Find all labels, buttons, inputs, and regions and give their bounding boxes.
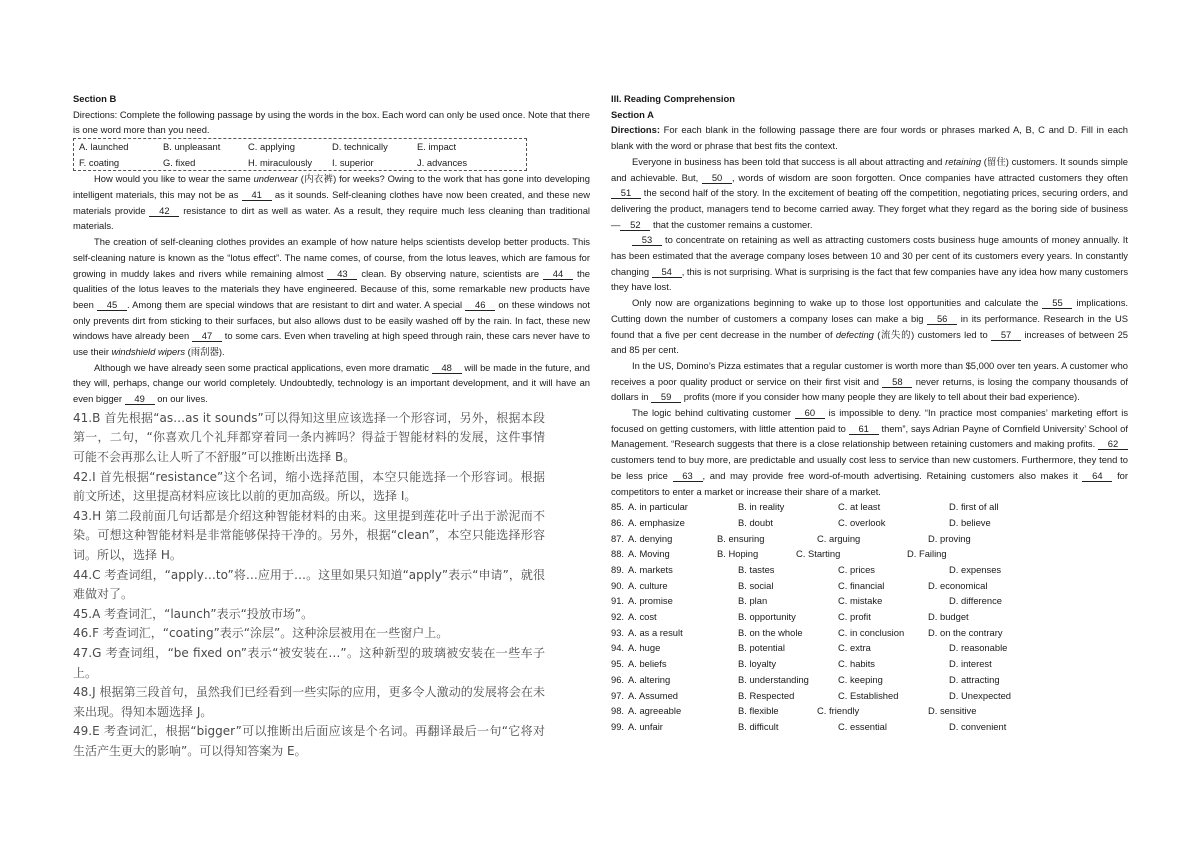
option-a: A. unfair — [628, 720, 663, 732]
passage-paragraph — [611, 405, 1128, 499]
option-a: A. agreeable — [628, 705, 682, 717]
passage-paragraph — [611, 358, 1128, 405]
answer-explanation: 48.J 根据第三段首句，虽然我们已经看到一些实际的应用，更多令人激动的发展将会在未来出现。得知本题选择 J。 — [73, 685, 545, 719]
option-a: A. culture — [628, 579, 668, 591]
option-a: A. Assumed — [628, 689, 679, 701]
option-row — [611, 546, 1128, 562]
passage-text: , this is not surprising. What is surprising is the fact that few companies have any idea how many customers they have lost. — [611, 265, 1129, 293]
passage-paragraph — [73, 234, 590, 360]
section-a-title: Section A — [611, 108, 654, 120]
option-d: D. Unexpected — [949, 689, 1012, 701]
option-d: D. Failing — [907, 548, 947, 560]
word-box-row — [74, 139, 526, 155]
option-b: B. Respected — [738, 689, 795, 701]
section-b-directions: Directions: Complete the following passage by using the words in the box. Each word can only be used once. Note that there is one word more than you need. — [73, 108, 590, 136]
option-c: C. keeping — [838, 673, 883, 685]
option-row — [611, 531, 1128, 547]
option-d: D. sensitive — [928, 705, 977, 717]
option-row — [611, 609, 1128, 625]
option-b: B. loyalty — [738, 658, 777, 670]
option-row — [611, 625, 1128, 641]
option-c: C. overlook — [838, 516, 886, 528]
option-b: B. in reality — [738, 501, 785, 513]
passage-text: as it sounds. Self-cleaning clothes have now been created, and these new materials provide — [73, 189, 590, 216]
option-row — [611, 578, 1128, 594]
passage-paragraph — [611, 295, 1128, 358]
word-option: H. miraculously — [248, 156, 313, 168]
blank-44: 44 — [543, 269, 573, 280]
blank-54: 54 — [652, 267, 682, 278]
passage-text: on these windows not only prevents dirt from sticking to their surfaces, but also allows dust to be easily washed off by the rain. In fact, these new windows have already been — [73, 298, 590, 342]
blank-56: 56 — [927, 314, 957, 325]
directions-label: Directions: — [611, 124, 660, 136]
option-row — [611, 640, 1128, 656]
word-option: I. superior — [332, 156, 374, 168]
question-number: 95. — [611, 658, 625, 670]
question-number: 85. — [611, 501, 625, 513]
answer-explanation: 46.F 考查词汇，“coating”表示“涂层”。这种涂层被用在一些窗户上。 — [73, 626, 449, 641]
option-list — [611, 499, 1128, 734]
blank-61: 61 — [849, 424, 879, 435]
option-b: B. Hoping — [717, 548, 759, 560]
option-b: B. understanding — [738, 673, 809, 685]
option-b: B. difficult — [738, 720, 779, 732]
word-option: G. fixed — [163, 156, 196, 168]
italic-term: underwear — [253, 173, 298, 185]
question-number: 98. — [611, 705, 625, 717]
answer-explanation: 44.C 考查词组，“apply…to”将…应用于…。这里如果只知道“apply”表示“申请”，就很难做对了。 — [73, 567, 545, 602]
option-b: B. plan — [738, 595, 768, 607]
answer-explanation: 41.B 首先根据“as…as it sounds”可以得知这里应该选择一个形容词，另外，根据本段第一，二句，“你喜欢几个礼拜都穿着同一条内裤吗？得益于智能材料的发展，这件事情可能不会再那么让人听了不舒服”可以推断出选择 B。 — [73, 410, 545, 465]
option-d: D. expenses — [949, 564, 1002, 576]
option-a: A. emphasize — [628, 516, 685, 528]
word-option: J. advances — [417, 156, 468, 168]
section-a-directions — [611, 122, 1128, 153]
blank-52: 52 — [620, 220, 650, 231]
passage-text: , and may provide free word-of-mouth advertising. Retaining customers also makes it — [702, 469, 1083, 481]
passage-text: The creation of self-cleaning clothes provides an example of how nature helps scientists develop better products. This self-cleaning nature is known as the “lotus effect”. The name comes, of course, from the lotus leaves, which are famous for growing in muddy lakes and rivers while remaining almost — [73, 236, 590, 279]
passage-text: Although we have already seen some practical applications, even more dramatic — [94, 361, 432, 373]
blank-45: 45 — [97, 300, 127, 311]
reading-passage — [611, 154, 1128, 499]
option-c: C. Established — [838, 689, 899, 701]
blank-43: 43 — [327, 269, 357, 280]
directions-text: For each blank in the following passage there are four words or phrases marked A, B, C and D. Fill in each blank with the word or phrase that best fits the context. — [611, 124, 1128, 152]
option-row — [611, 593, 1128, 609]
option-c: C. at least — [838, 501, 881, 513]
option-d: D. budget — [928, 611, 969, 623]
option-c: C. essential — [838, 720, 887, 732]
option-c: C. extra — [838, 642, 871, 654]
option-b: B. doubt — [738, 516, 773, 528]
question-number: 88. — [611, 548, 625, 560]
blank-42: 42 — [149, 206, 179, 217]
passage-text: clean. By observing nature, scientists are — [357, 267, 544, 279]
passage-paragraph — [73, 360, 590, 407]
question-number: 91. — [611, 595, 625, 607]
option-d: D. believe — [949, 516, 991, 528]
passage-text: . Among them are special windows that are resistant to dirt and water. A special — [126, 298, 466, 310]
option-a: A. denying — [628, 532, 673, 544]
blank-59: 59 — [651, 392, 681, 403]
option-a: A. altering — [628, 673, 671, 685]
italic-term: retaining — [945, 155, 982, 167]
word-box-row — [74, 155, 526, 171]
passage-paragraph — [611, 232, 1128, 295]
passage-text: In the US, Domino’s Pizza estimates that a regular customer is worth more than $5,000 over ten years. A customer who receives a poor quality product or service on their first visit and — [611, 359, 1128, 387]
word-option: C. applying — [248, 141, 295, 153]
option-d: D. economical — [928, 579, 988, 591]
option-d: D. first of all — [949, 501, 999, 513]
italic-term: windshield wipers — [111, 346, 186, 358]
blank-55: 55 — [1042, 298, 1072, 309]
answer-explanation: 42.I 首先根据“resistance”这个名词，缩小选择范围，本空只能选择一个形容词。根据前文所述，这里提高材料应该比以前的更加高级。所以，选择 I。 — [73, 469, 545, 504]
question-number: 87. — [611, 532, 625, 544]
option-row — [611, 703, 1128, 719]
blank-48: 48 — [432, 363, 462, 374]
passage-text: is impossible to deny. “In practice most companies’ marketing effort is focused on getting customers, with little attention paid to — [611, 407, 1129, 434]
passage-text: Only now are organizations beginning to wake up to those lost opportunities and calculate the — [632, 297, 1043, 309]
blank-58: 58 — [882, 377, 912, 388]
passage-text: (内衣裤) for weeks? Owing to the work that has gone into developing intelligent materials, this may not be as — [73, 173, 590, 200]
option-row — [611, 688, 1128, 704]
passage-paragraph — [73, 171, 590, 234]
blank-60: 60 — [795, 408, 825, 419]
question-number: 93. — [611, 626, 625, 638]
blank-49: 49 — [125, 394, 155, 405]
passage-text: to some cars. Even when traveling at high speed through rain, these cars never have to use their — [73, 330, 590, 358]
blank-64: 64 — [1082, 471, 1112, 482]
option-b: B. on the whole — [738, 626, 803, 638]
option-b: B. opportunity — [738, 611, 796, 623]
blank-41: 41 — [242, 190, 272, 201]
option-a: A. as a result — [628, 626, 683, 638]
passage-text: implications. Cutting down the number of customers a company loses can make a big — [611, 297, 1128, 324]
option-row — [611, 515, 1128, 531]
option-c: C. Starting — [796, 548, 841, 560]
section-b-title: Section B — [73, 93, 117, 104]
answer-explanation: 49.E 考查词汇，根据“bigger”可以推断出后面应该是个名词。再翻译最后一句“它将对生活产生更大的影响”。可以得知答案为 E。 — [73, 724, 545, 758]
option-c: C. prices — [838, 564, 875, 576]
passage-text: (流失的) customers led to — [873, 328, 992, 340]
passage-text: How would you like to wear the same — [94, 173, 254, 185]
left-column — [73, 91, 590, 762]
option-a: A. cost — [628, 611, 657, 623]
answer-explanations — [73, 409, 545, 762]
option-c: C. in conclusion — [838, 626, 905, 638]
option-d: D. attracting — [949, 673, 1000, 685]
part-title: III. Reading Comprehension — [611, 93, 735, 104]
passage-text: , words of wisdom are soon forgotten. Once companies have attracted customers they often — [732, 171, 1128, 183]
answer-explanation: 47.G 考查词组，“be fixed on”表示“被安装在…”。这种新型的玻璃被安装在一些车子上。 — [73, 645, 545, 680]
word-box — [73, 138, 527, 171]
blank-47: 47 — [192, 331, 222, 342]
passage-text: increases of between 25 and 85 per cent. — [611, 328, 1128, 356]
passage-text: never returns, is losing the company thousands of dollars in — [611, 375, 1128, 403]
question-number: 92. — [611, 611, 625, 623]
option-c: C. profit — [838, 611, 871, 623]
question-number: 89. — [611, 564, 625, 576]
option-row — [611, 672, 1128, 688]
option-d: D. on the contrary — [928, 626, 1003, 638]
option-row — [611, 562, 1128, 578]
word-option: E. impact — [417, 141, 457, 153]
passage-text: The logic behind cultivating customer — [632, 407, 795, 419]
passage-text: on our lives. — [154, 393, 208, 405]
option-a: A. promise — [628, 595, 673, 607]
word-option: B. unpleasant — [163, 141, 221, 153]
passage-text: resistance to dirt as well as water. As a result, they require much less cleaning than traditional materials. — [73, 204, 591, 232]
cloze-passage — [73, 171, 590, 407]
option-b: B. flexible — [738, 705, 779, 717]
word-option: D. technically — [332, 141, 388, 153]
option-d: D. difference — [949, 595, 1002, 607]
option-row — [611, 656, 1128, 672]
right-column — [611, 91, 1128, 735]
option-b: B. social — [738, 579, 774, 591]
blank-53: 53 — [632, 235, 662, 246]
option-row — [611, 499, 1128, 515]
question-number: 96. — [611, 673, 625, 685]
passage-paragraph — [611, 154, 1128, 233]
question-number: 86. — [611, 516, 625, 528]
blank-50: 50 — [702, 173, 732, 184]
question-number: 97. — [611, 689, 625, 701]
option-d: D. convenient — [949, 720, 1007, 732]
option-a: A. beliefs — [628, 658, 667, 670]
question-number: 90. — [611, 579, 625, 591]
option-c: C. mistake — [838, 595, 883, 607]
blank-63: 63 — [673, 471, 703, 482]
italic-term: defecting — [835, 328, 874, 340]
blank-46: 46 — [465, 300, 495, 311]
passage-text: (雨刮器). — [185, 346, 225, 358]
blank-62: 62 — [1098, 439, 1128, 450]
option-c: C. habits — [838, 658, 875, 670]
option-a: A. Moving — [628, 548, 670, 560]
option-c: C. friendly — [817, 705, 860, 717]
question-number: 99. — [611, 720, 625, 732]
passage-text: that the customer remains a customer. — [650, 218, 813, 230]
answer-explanation: 45.A 考查词汇，“launch”表示“投放市场”。 — [73, 606, 314, 621]
option-c: C. financial — [838, 579, 885, 591]
blank-57: 57 — [991, 330, 1021, 341]
question-number: 94. — [611, 642, 625, 654]
word-option: A. launched — [79, 141, 129, 153]
passage-text: the second half of the story. In the excitement of beating off the competition, negotiating prices, securing orders, and delivering the product, managers tend to become carried away. They forget what they regard as the boring side of business— — [611, 187, 1128, 230]
passage-text: for competitors to enter a market or increase their share of a market. — [611, 469, 1129, 497]
blank-51: 51 — [611, 188, 641, 199]
option-b: B. potential — [738, 642, 785, 654]
option-c: C. arguing — [817, 532, 861, 544]
option-d: D. reasonable — [949, 642, 1008, 654]
passage-text: Everyone in business has been told that success is all about attracting and — [632, 155, 946, 167]
passage-text: will be made in the future, and they will, perhaps, change our world completely. Undoubtedly, technology is an important development, and it will have an even bigger — [73, 361, 591, 405]
word-option: F. coating — [79, 156, 120, 168]
option-row — [611, 719, 1128, 735]
option-b: B. ensuring — [717, 532, 765, 544]
passage-text: (留住) customers. It sounds simple and achievable. But, — [611, 155, 1128, 183]
option-a: A. markets — [628, 564, 673, 576]
option-d: D. proving — [928, 532, 971, 544]
answer-explanation: 43.H 第二段前面几句话都是介绍这种智能材料的由来。这里提到莲花叶子出于淤泥而不染。可想这种智能材料是非常能够保持干净的。另外，根据“clean”，本空只能选择形容词。所以，选择 H。 — [73, 508, 545, 562]
option-b: B. tastes — [738, 564, 775, 576]
passage-text: in its performance. Research in the US found that a five per cent decrease in the number of — [611, 312, 1128, 340]
option-a: A. huge — [628, 642, 661, 654]
passage-text: to concentrate on retaining as well as attracting customers costs business huge amounts of money annually. It has been estimated that the average company loses between 10 and 30 per cent of its customers every years. In constantly changing — [611, 234, 1128, 277]
option-a: A. in particular — [628, 501, 688, 513]
option-d: D. interest — [949, 658, 992, 670]
passage-text: them”, says Adrian Payne of Cornfield University’ School of Management. “Research suggests that there is a close relationship between retaining customers and making profits. — [611, 422, 1128, 450]
passage-text: the qualities of the lotus leaves to the materials they have engineered. Because of this, some remarkable new products have been — [73, 267, 591, 310]
passage-text: customers tend to buy more, are predictable and usually cost less to service than new customers. Furthermore, they tend to be less price — [611, 454, 1128, 481]
passage-text: profits (more if you consider how many people they are likely to tell about their bad experience). — [681, 391, 1080, 403]
